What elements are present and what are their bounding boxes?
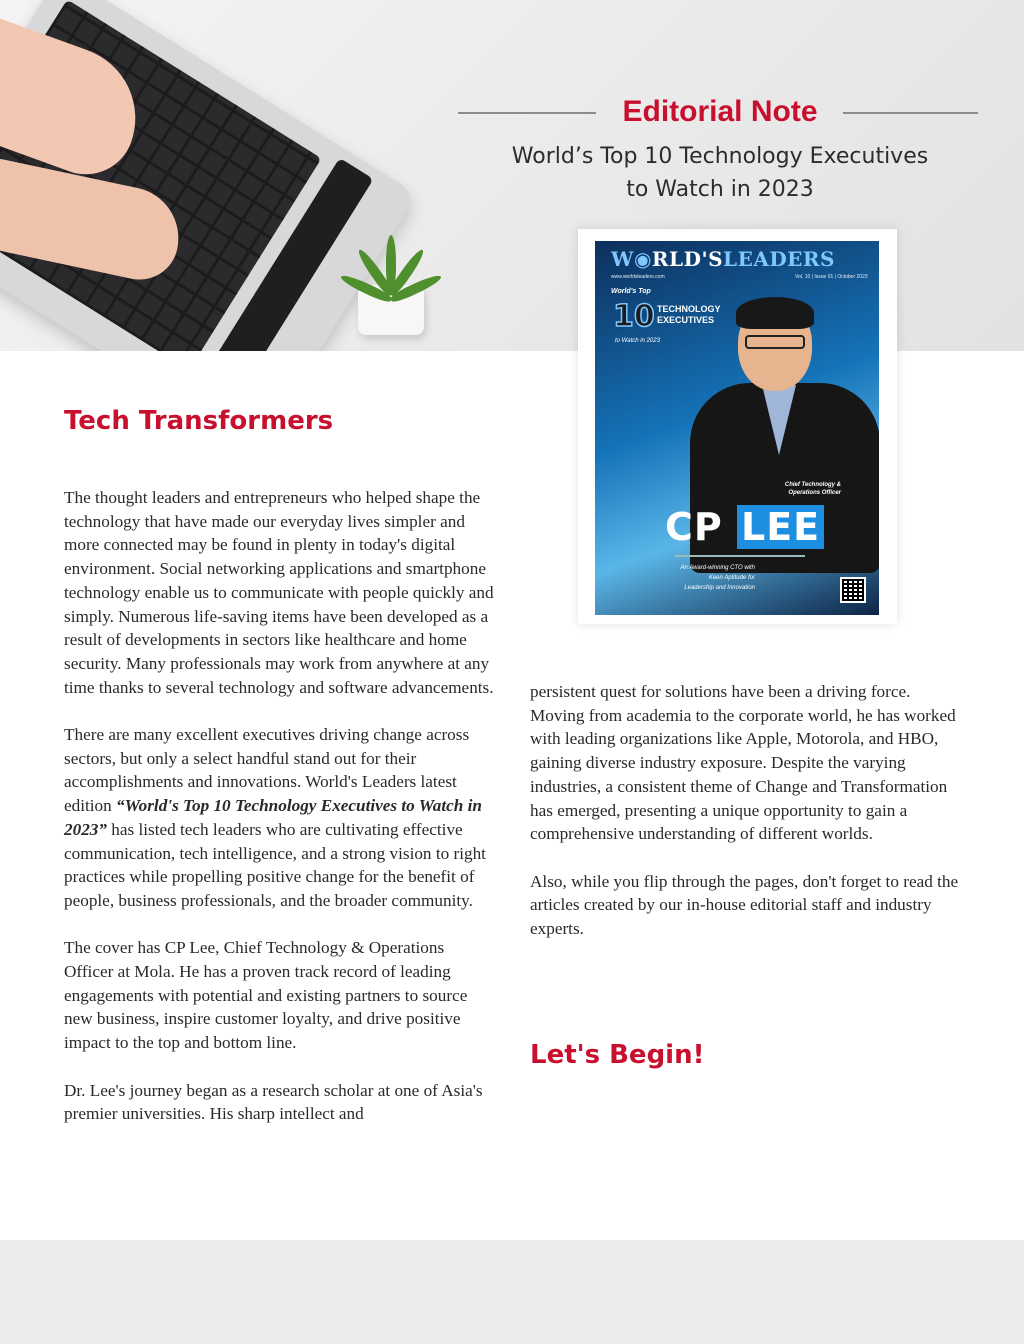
- cover-headline: TECHNOLOGY EXECUTIVES: [657, 304, 721, 325]
- right-paragraph-2: Also, while you flip through the pages, don't forget to read the articles created by our in-house editorial staff and industry experts.: [530, 871, 959, 939]
- lets-begin-heading: Let's Begin!: [530, 1040, 705, 1070]
- cover-role: Chief Technology & Operations Officer: [784, 482, 841, 496]
- magazine-cover: [595, 241, 879, 615]
- left-paragraph-1: The thought leaders and entrepreneurs who helped shape the technology that have made our everyday lives simpler and more connected may be found in plenty in today's digital environment. Social networking applications and smartphone technology enable us to communicate with people quickly and simply. Numerous life-saving items have been developed as a result of developments in sectors like healthcare and home security. Many professionals may work from anywhere at any time thanks to several technology and software advancements.: [64, 488, 494, 697]
- left-paragraph-4: Dr. Lee's journey began as a research scholar at one of Asia's premier universities. His sharp intellect and: [64, 1080, 483, 1124]
- divider-left: [458, 112, 596, 114]
- cover-issue: Vol. 10 | Issue 01 | October 2023: [795, 274, 868, 280]
- cover-site: www.worldsleaders.com: [611, 274, 665, 280]
- left-paragraph-2: There are many excellent executives driving change across sectors, but only a select handful stand out for their accomplishments and innovations. World's Leaders latest edition “World's Top 10 Technology Executives to Watch in 2023” has listed tech leaders who are cultivating effective communication, tech intelligence, and a strong vision to right practices while propelling positive change for the benefit of people, business professionals, and the broader community.: [64, 725, 486, 910]
- plant-photo: [358, 285, 424, 335]
- right-column: [530, 680, 962, 964]
- laptop-photo: [0, 0, 409, 351]
- editorial-subtitle-line2: to Watch in 2023: [626, 177, 814, 202]
- qr-code: [840, 577, 866, 603]
- right-paragraph-1: persistent quest for solutions have been a driving force. Moving from academia to the corporate world, he has worked with leading organizations like Apple, Motorola, and HBO, gaining diverse industry exposure. Despite the varying industries, a consistent theme of Change and Transformation has emerged, presenting a unique opportunity to gain a comprehensive understanding of different worlds.: [530, 682, 956, 844]
- cover-tagline-top: World's Top: [611, 288, 651, 295]
- cover-tagline-bottom: to Watch in 2023: [615, 338, 660, 344]
- cover-number: 10: [613, 299, 655, 334]
- cover-blurb: An Award-winning CTO with Keen Aptitude for Leadership and Innovation: [680, 565, 755, 591]
- footer-band: [0, 1240, 1024, 1344]
- divider-right: [843, 112, 978, 114]
- cover-name: CP LEE: [665, 505, 824, 549]
- cover-rule: [675, 555, 805, 557]
- cover-masthead: W◉RLD'SLEADERS: [611, 247, 835, 271]
- tech-transformers-heading: Tech Transformers: [64, 406, 334, 436]
- editorial-title: Editorial Note: [622, 95, 818, 128]
- left-column: [64, 486, 496, 1150]
- editorial-subtitle-line1: World’s Top 10 Technology Executives: [511, 144, 929, 169]
- globe-icon: ◉: [633, 247, 652, 271]
- editorial-subtitle: [480, 140, 960, 206]
- left-paragraph-3: The cover has CP Lee, Chief Technology & Operations Officer at Mola. He has a proven track record of leading engagements with potential and existing partners to source new business, inspire customer loyalty, and drive positive impact to the top and bottom line.: [64, 938, 468, 1053]
